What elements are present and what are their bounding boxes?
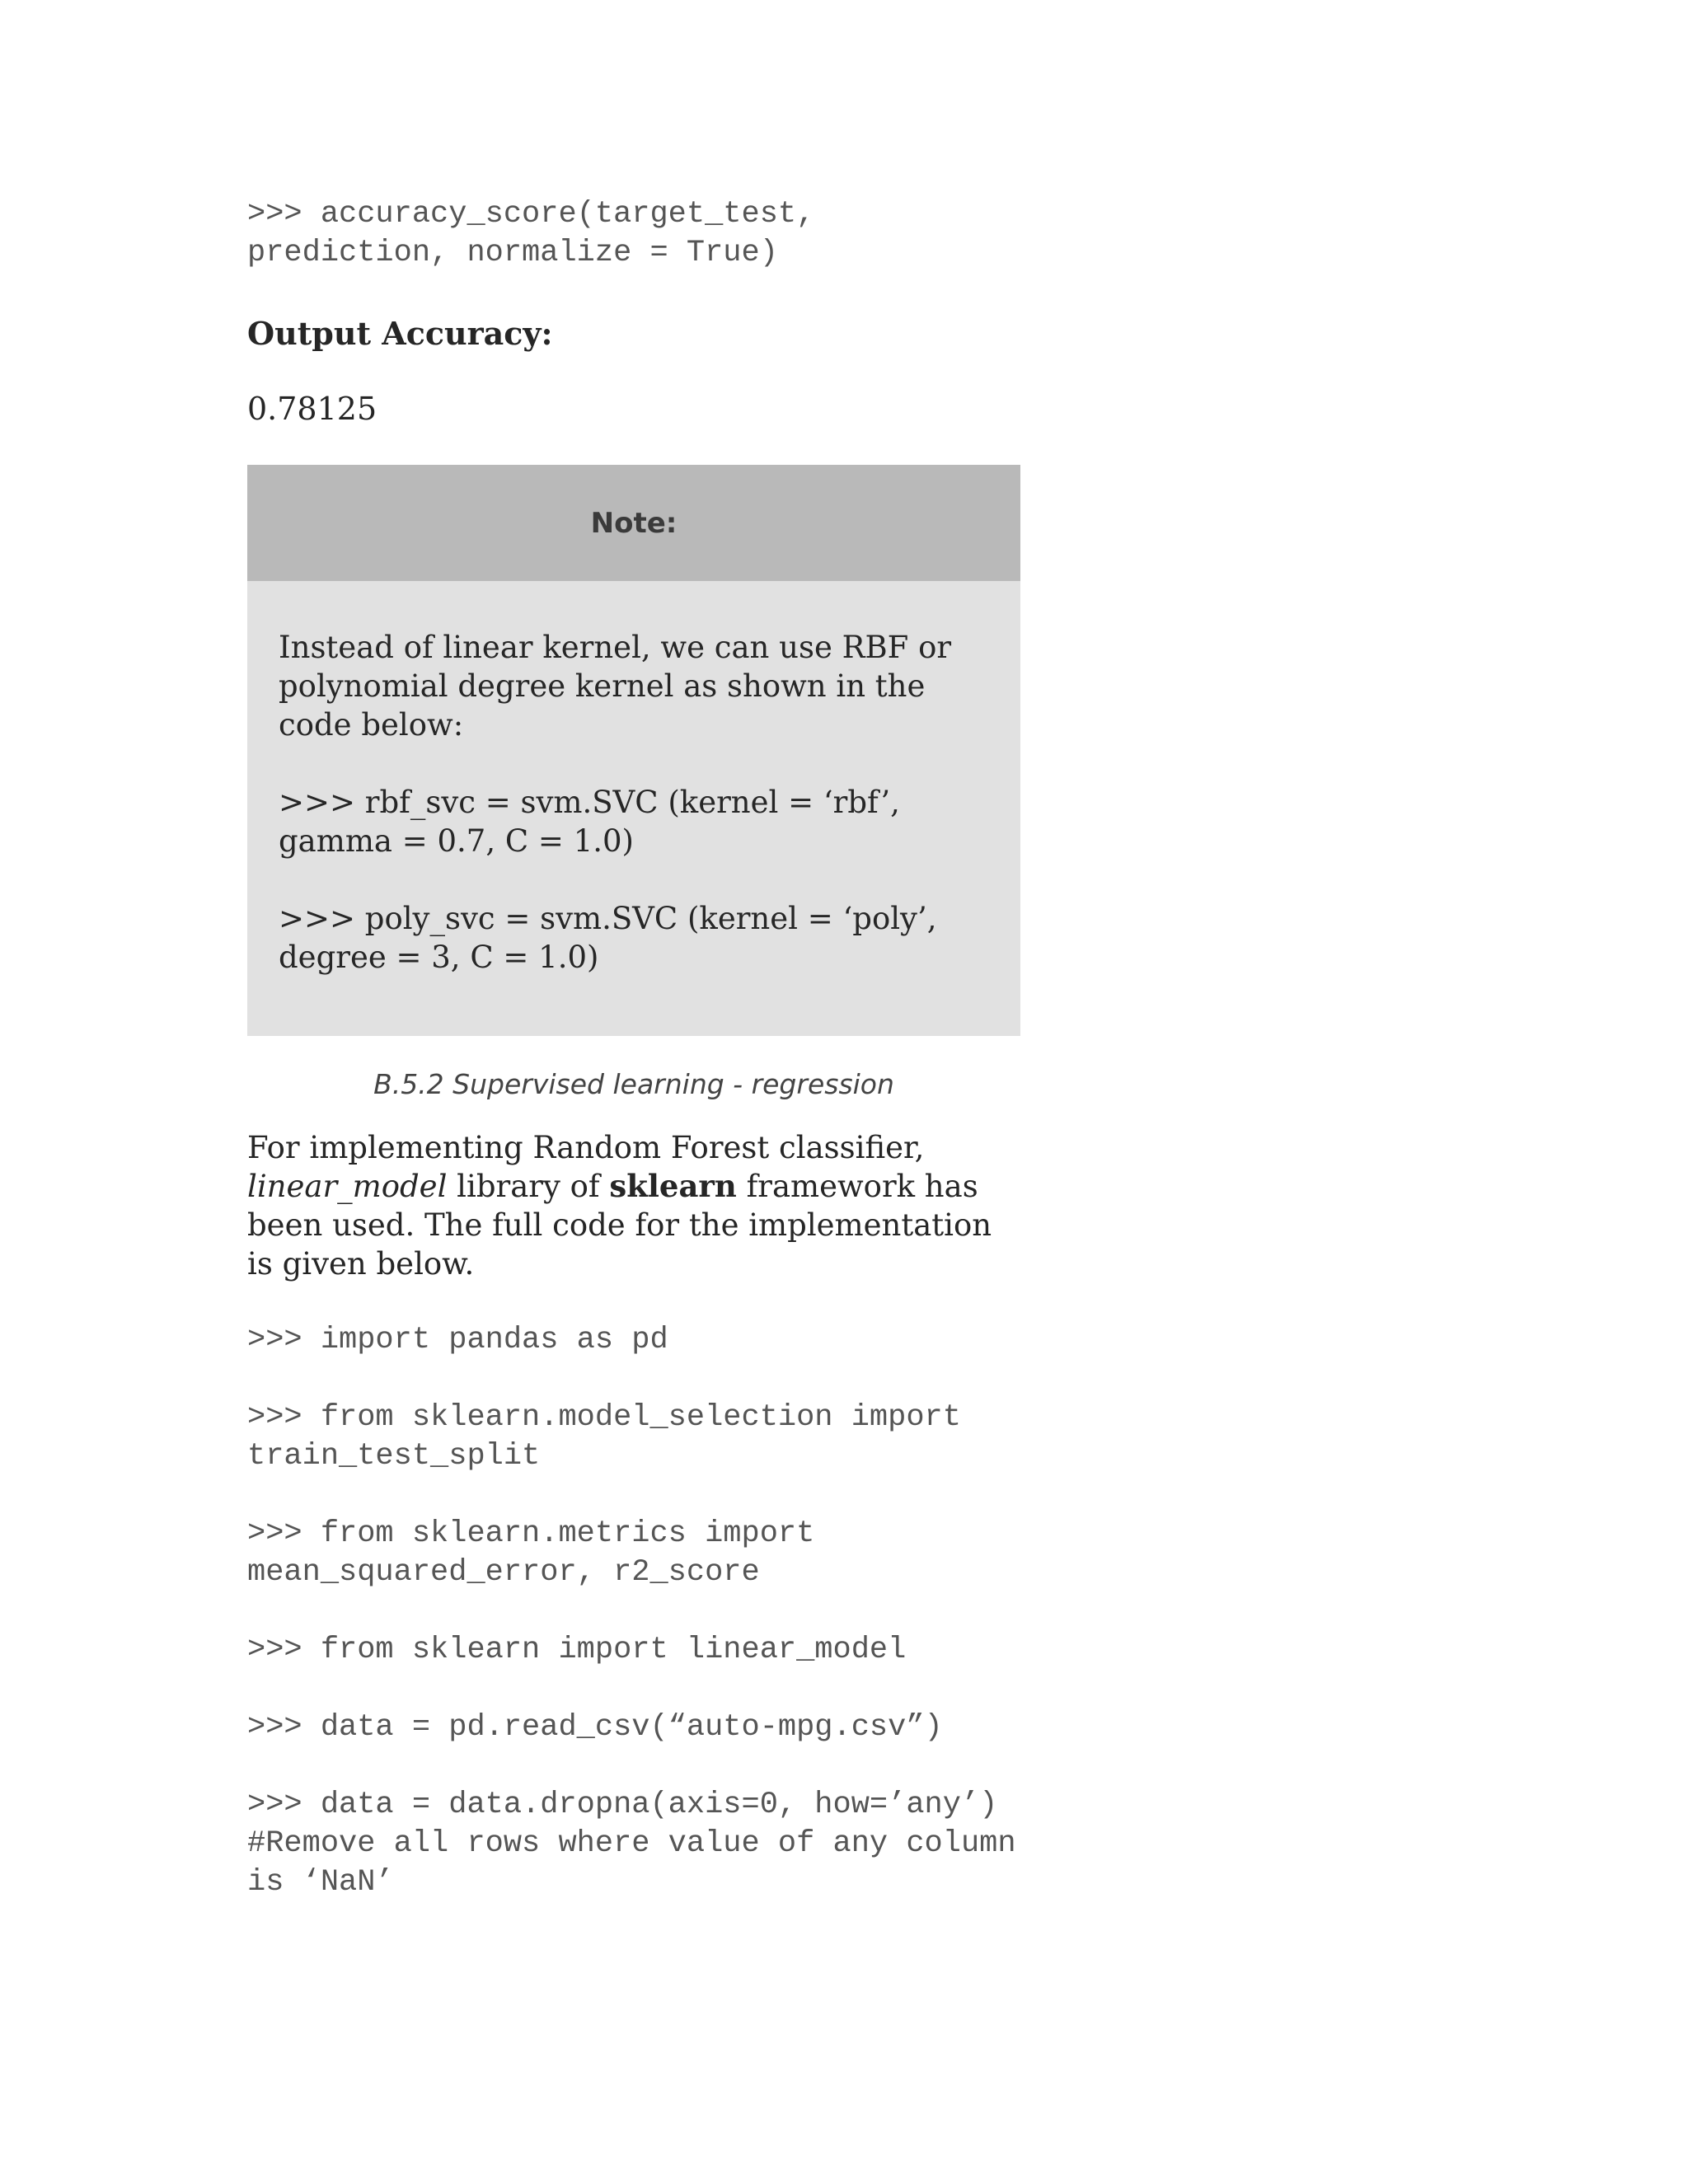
paragraph-italic-term: linear_model	[247, 1169, 448, 1204]
note-title: Note:	[247, 465, 1020, 581]
note-code-poly: >>> poly_svc = svm.SVC (kernel = ‘poly’, degree = 3, C = 1.0)	[279, 901, 937, 975]
code-line: >>> data = data.dropna(axis=0, how=’any’) #Remove all rows where value of any column is ‘NaN’	[247, 1788, 1016, 1900]
note-intro: Instead of linear kernel, we can use RBF or polynomial degree kernel as shown in the code below:	[279, 630, 952, 743]
code-accuracy-score: >>> accuracy_score(target_test, prediction, normalize = True)	[247, 197, 815, 270]
note-box	[247, 465, 1020, 1036]
intro-paragraph	[247, 1128, 1022, 1283]
code-line: >>> from sklearn.metrics import mean_squared_error, r2_score	[247, 1516, 815, 1590]
output-heading: Output Accuracy:	[247, 315, 553, 352]
section-caption: B.5.2 Supervised learning - regression	[373, 1068, 894, 1100]
code-line: >>> from sklearn.model_selection import train_test_split	[247, 1400, 961, 1474]
code-line: >>> data = pd.read_csv(“auto-mpg.csv”)	[247, 1710, 943, 1745]
paragraph-text-2: library of	[447, 1169, 610, 1204]
note-body	[247, 581, 1020, 977]
paragraph-text-3: framework has been used. The full code for the implementation is given below.	[247, 1169, 992, 1282]
code-line: >>> from sklearn import linear_model	[247, 1633, 907, 1667]
note-code-rbf: >>> rbf_svc = svm.SVC (kernel = ‘rbf’, gamma = 0.7, C = 1.0)	[279, 785, 900, 859]
paragraph-bold-term: sklearn	[609, 1168, 737, 1204]
code-line: >>> import pandas as pd	[247, 1323, 668, 1357]
output-value: 0.78125	[247, 391, 377, 427]
code-block	[247, 1321, 1039, 1941]
paragraph-text-1: For implementing Random Forest classifier,	[247, 1130, 925, 1165]
